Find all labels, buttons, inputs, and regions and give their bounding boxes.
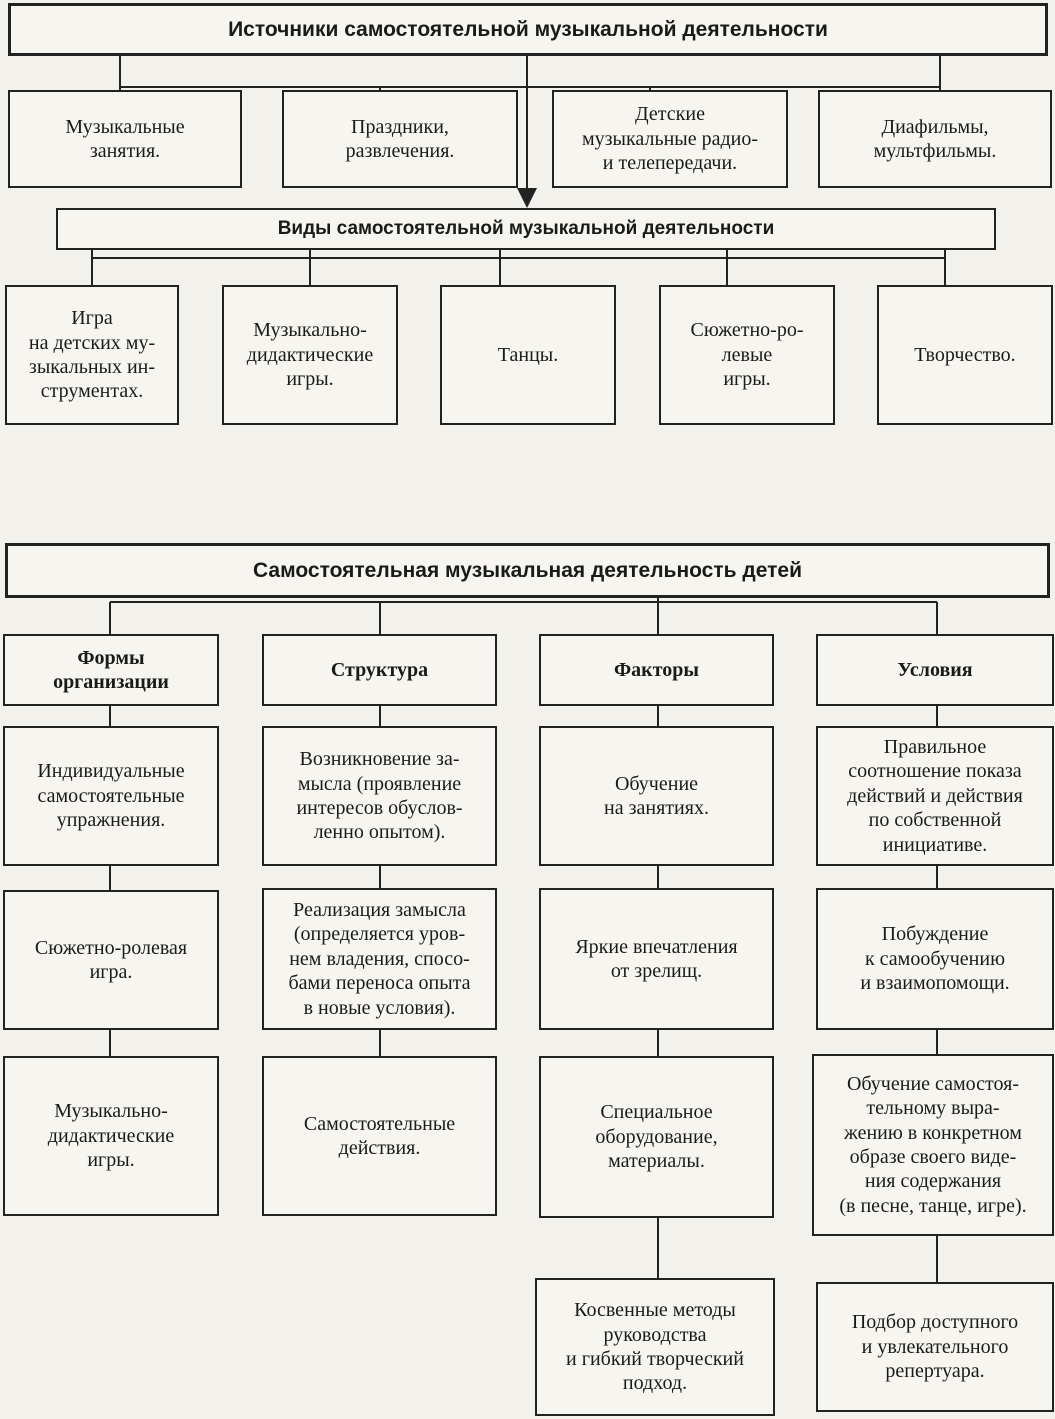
structure-idea-realization: Реализация замысла (определяется уров- нем владения, спосо- бами переноса опыта в новые условия). — [262, 888, 497, 1030]
form-didactic-games: Музыкально- дидактические игры. — [3, 1056, 219, 1216]
sources-title: Источники самостоятельной музыкальной деятельности — [8, 3, 1048, 56]
kind-didactic-games: Музыкально- дидактические игры. — [222, 285, 398, 425]
form-individual-exercises: Индивидуальные самостоятельные упражнения. — [3, 726, 219, 866]
condition-expression-training: Обучение самостоя- тельному выра- жению в конкретном образе своего виде- ния содержания (в песне, танце, игре). — [812, 1054, 1054, 1236]
source-filmstrips: Диафильмы, мультфильмы. — [818, 90, 1052, 188]
source-radio-tv: Детские музыкальные радио- и телепередачи. — [552, 90, 788, 188]
activity-title: Самостоятельная музыкальная деятельность детей — [5, 543, 1050, 598]
source-music-lessons: Музыкальные занятия. — [8, 90, 242, 188]
condition-self-learning: Побуждение к самообучению и взаимопомощи. — [816, 888, 1054, 1030]
factor-equipment: Специальное оборудование, материалы. — [539, 1056, 774, 1218]
factor-indirect-methods: Косвенные методы руководства и гибкий творческий подход. — [535, 1278, 775, 1416]
factor-impressions: Яркие впечатления от зрелищ. — [539, 888, 774, 1030]
structure-idea-origin: Возникновение за- мысла (проявление интересов обуслов- ленно опытом). — [262, 726, 497, 866]
form-role-game: Сюжетно-ролевая игра. — [3, 890, 219, 1030]
kind-role-games: Сюжетно-ро- левые игры. — [659, 285, 835, 425]
source-holidays: Праздники, развлечения. — [282, 90, 518, 188]
structure-independent-actions: Самостоятельные действия. — [262, 1056, 497, 1216]
condition-repertoire: Подбор доступного и увлекательного репертуара. — [816, 1282, 1054, 1412]
column-structure-heading: Структура — [262, 634, 497, 706]
kind-instruments: Игра на детских му- зыкальных ин- струментах. — [5, 285, 179, 425]
kind-dances: Танцы. — [440, 285, 616, 425]
column-conditions-heading: Условия — [816, 634, 1054, 706]
factor-lessons: Обучение на занятиях. — [539, 726, 774, 866]
column-factors-heading: Факторы — [539, 634, 774, 706]
kinds-title: Виды самостоятельной музыкальной деятельности — [56, 208, 996, 250]
condition-demonstration-ratio: Правильное соотношение показа действий и действия по собственной инициативе. — [816, 726, 1054, 866]
kind-creativity: Творчество. — [877, 285, 1053, 425]
column-forms-heading: Формы организации — [3, 634, 219, 706]
